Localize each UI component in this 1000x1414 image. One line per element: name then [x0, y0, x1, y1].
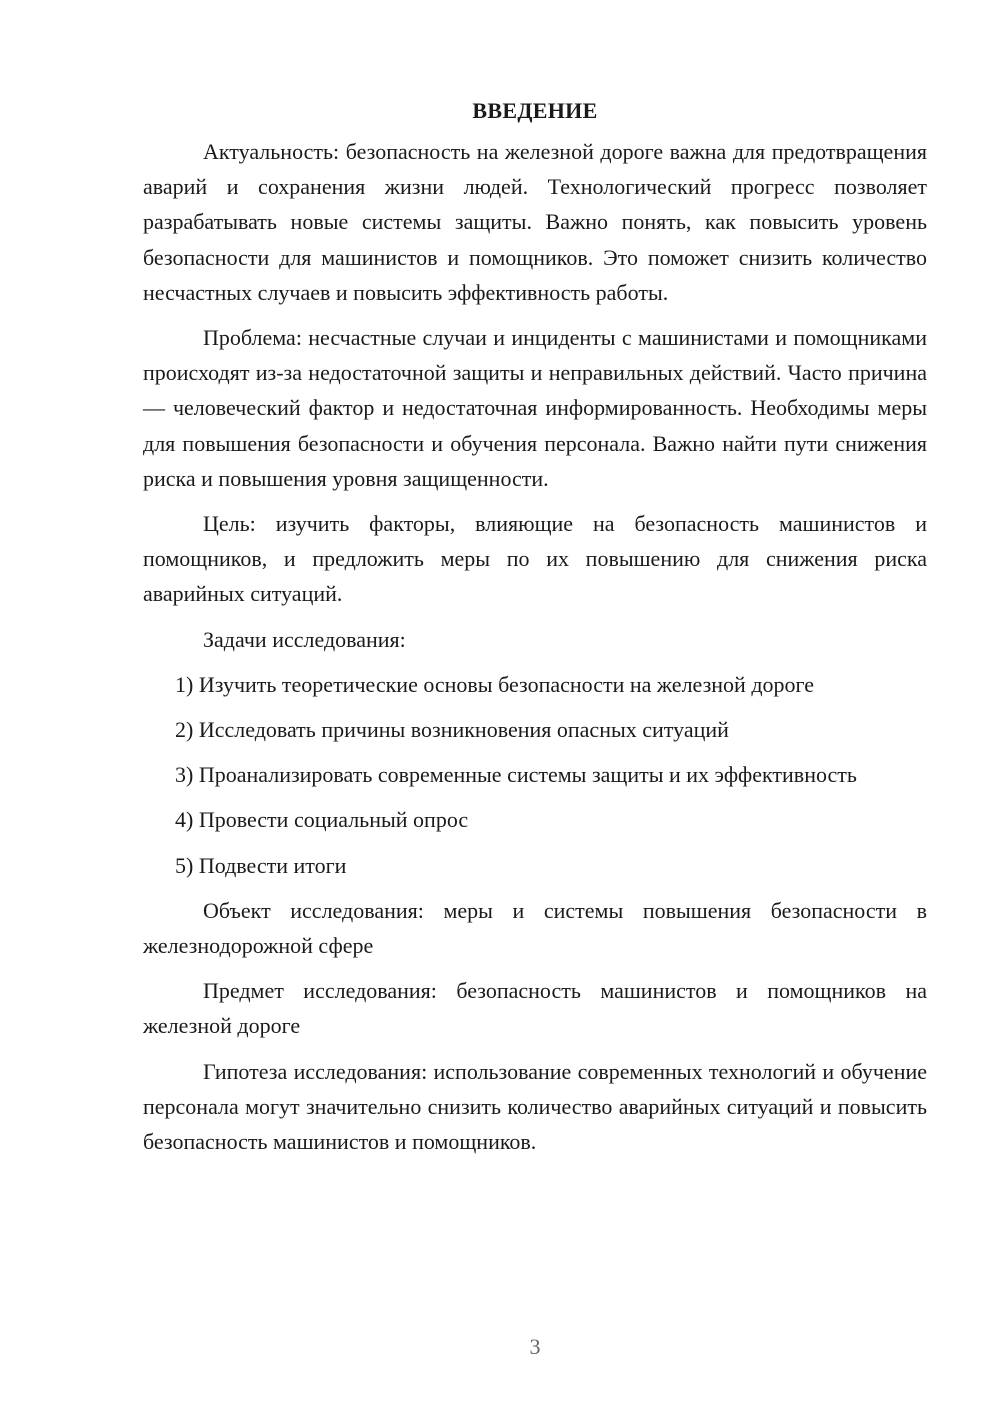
paragraph-goal: Цель: изучить факторы, влияющие на безопасность машинистов и помощников, и предложить меры по их повышению для снижения риска аварийных ситуаций. — [143, 511, 927, 607]
paragraph-object: Объект исследования: меры и системы повышения безопасности в железнодорожной сфере — [143, 897, 927, 959]
task-item-5: 5) Подвести итоги — [175, 852, 347, 878]
tasks-list — [143, 667, 927, 883]
document-body — [143, 96, 927, 1169]
page-number: 3 — [529, 1334, 541, 1359]
task-item-1: 1) Изучить теоретические основы безопасности на железной дороге — [175, 671, 815, 697]
task-item-2: 2) Исследовать причины возникновения опасных ситуаций — [175, 717, 729, 743]
tasks-heading: Задачи исследования: — [203, 626, 406, 652]
paragraph-hypothesis: Гипотеза исследования: использование современных технологий и обучение персонала могут значительно снизить количество аварийных ситуаций и повысить безопасность машинистов и помощников. — [143, 1058, 927, 1155]
section-title: ВВЕДЕНИЕ — [472, 98, 598, 123]
paragraph-relevance: Актуальность: безопасность на железной дороге важна для предотвращения аварий и сохранения жизни людей. Технологический прогресс позволяет разрабатывать новые системы защиты. Важно понять, как повысить уровень безопасности для машинистов и помощников. Это поможет снизить количество несчастных случаев и повысить эффективность работы. — [143, 139, 927, 305]
paragraph-subject: Предмет исследования: безопасность машинистов и помощников на железной дороге — [143, 978, 927, 1039]
task-item-3: 3) Проанализировать современные системы защиты и их эффективность — [175, 762, 857, 788]
task-item-4: 4) Провести социальный опрос — [175, 807, 469, 833]
paragraph-problem: Проблема: несчастные случаи и инциденты с машинистами и помощниками происходят из-за недостаточной защиты и неправильных действий. Часто причина — человеческий фактор и недостаточная информированность. Необходимы меры для повышения безопасности и обучения персонала. Важно найти пути снижения риска и повышения уровня защищенности. — [143, 325, 927, 491]
